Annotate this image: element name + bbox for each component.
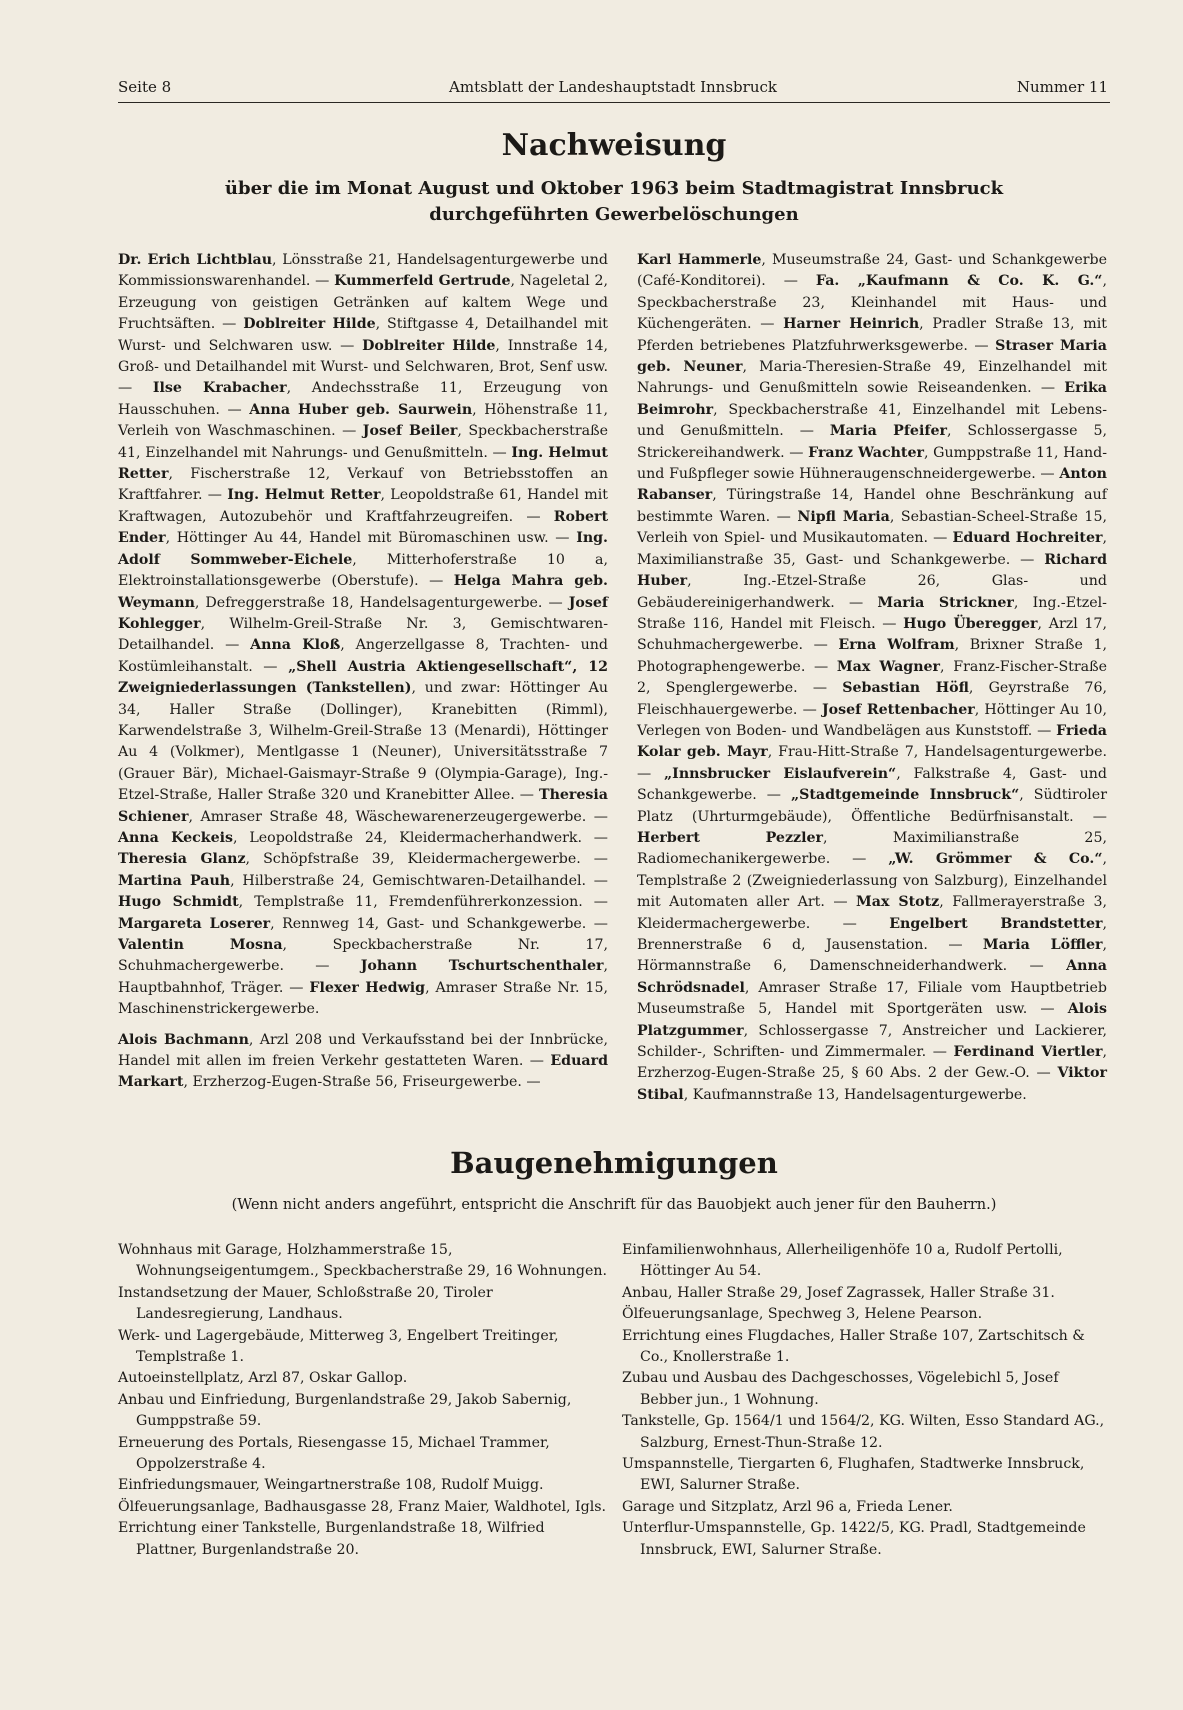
entry-text: , Gumppstraße 11, Hand- und Fußpfleger sowie Hühneraugenschneidergewerbe. —	[637, 444, 1107, 483]
entry-name: Helga Mahra geb. Weymann	[118, 573, 609, 611]
entry-name: Max Stotz	[856, 894, 940, 911]
entry-name: Valentin Mosna	[118, 937, 283, 953]
permit-entry: Wohnhaus mit Garage, Holzhammerstraße 15, Wohnungseigentumgem., Speckbacherstraße 29, 16 Wohnungen.	[118, 1242, 607, 1280]
entry-text: , und zwar: Höttinger Au 34, Haller Straße (Dollinger), Kranebitten (Rimml), Karwendelstraße 3, Wilhelm-Greil-Straße 13 (Menardi), Höttinger Au 4 (Volkmer), Mentlgasse 1 (Neuner), Universitätsstraße 7 (Grauer Bär), Michael-Gaismayr-Straße 9 (Olympia-Garage), Ing.-Etzel-Straße, Haller Straße 320 und Kranebitter Allee. —	[118, 680, 608, 804]
entry-name: Hugo Schmidt	[118, 894, 239, 911]
entry-text: , Falkstraße 4, Gast- und Schankgewerbe. —	[637, 765, 1107, 804]
entry-text: , Fischerstraße 12, Verkauf von Betriebsstoffen an Kraftfahrer. —	[118, 466, 608, 504]
entry-text: , Templstraße 11, Fremdenführerkonzession. —	[238, 894, 608, 911]
permit-entry: Unterflur-Umspannstelle, Gp. 1422/5, KG. Pradl, Stadtgemeinde Innsbruck, EWI, Salurner Straße.	[622, 1520, 1086, 1558]
entry-text: , Defreggerstraße 18, Handelsagenturgewerbe. —	[194, 594, 569, 611]
entry-name: Straser Maria geb. Neuner	[637, 337, 1107, 376]
entry-text: , Höhenstraße 11, Verleih von Waschmaschinen. —	[118, 401, 608, 440]
entry-text: , Sebastian-Scheel-Straße 15, Verleih von Spiel- und Musikautomaten. —	[637, 508, 1107, 547]
article-column-left	[118, 250, 608, 1094]
entry-text: , Andechsstraße 11, Erzeugung von Hausschuhen. —	[118, 380, 608, 418]
issue-number: Nummer 11	[1016, 78, 1108, 96]
entry-text: , Amraser Straße Nr. 15, Maschinenstrickergewerbe.	[118, 979, 608, 1018]
entry-name: Josef Beiler	[362, 423, 458, 440]
entry-name: Maria Pfeifer	[829, 423, 947, 440]
entry-text: , Arzl 208 und Verkaufsstand bei der Innbrücke, Handel mit allen im freien Verkehr gestatteten Waren. —	[118, 1031, 608, 1070]
entry-text: , Stiftgasse 4, Detailhandel mit Wurst- und Selchwaren usw. —	[118, 316, 608, 354]
entry-text: , Geyrstraße 76, Fleischhauergewerbe. —	[637, 680, 1107, 718]
entry-text: , Hauptbahnhof, Träger. —	[118, 958, 608, 996]
permit-entry: Instandsetzung der Mauer, Schloßstraße 20, Tiroler Landesregierung, Landhaus.	[118, 1284, 493, 1323]
entry-text: , Ing.-Etzel-Straße 116, Handel mit Fleisch. —	[637, 594, 1107, 632]
entry-text: , Mitterhoferstraße 10 a, Elektroinstallationsgewerbe (Oberstufe). —	[118, 551, 608, 590]
permit-entry: Werk- und Lagergebäude, Mitterweg 3, Engelbert Treitinger, Templstraße 1.	[118, 1327, 559, 1366]
section-subtitle-nachweisung	[118, 176, 1110, 228]
permit-entry: Ölfeuerungsanlage, Badhausgasse 28, Franz Maier, Waldhotel, Igls.	[118, 1498, 607, 1515]
entry-text: , Nageletal 2, Erzeugung von geistigen Getränken auf kaltem Wege und Fruchtsäften. —	[118, 273, 608, 333]
entry-text: , Maria-Theresien-Straße 49, Einzelhandel mit Nahrungs- und Genußmitteln sowie Reiseandenken. —	[637, 359, 1107, 397]
entry-text: , Speckbacherstraße 41, Einzelhandel mit Nahrungs- und Genußmitteln. —	[118, 423, 608, 461]
entry-name: Margareta Loserer	[118, 915, 271, 932]
entry-name: Anna Huber geb. Saurwein	[249, 401, 473, 418]
entry-name: Theresia Schiener	[118, 787, 608, 825]
publication-title: Amtsblatt der Landeshauptstadt Innsbruck	[449, 78, 777, 96]
entry-text: , Schlossergasse 5, Strickereihandwerk. —	[637, 423, 1108, 461]
entry-text: , Höttinger Au 10, Verlegen von Boden- und Wandbelägen aus Kunststoff. —	[637, 701, 1107, 739]
entry-name: Nipfl Maria	[797, 508, 890, 525]
entry-text: , Fallmerayerstraße 3, Kleidermachergewerbe. —	[637, 894, 1108, 932]
section-title-nachweisung: Nachweisung	[501, 128, 727, 163]
entry-name: Anton Rabanser	[637, 466, 1107, 504]
entry-name: Anna Kloß	[250, 637, 341, 654]
entry-text: , Maximilianstraße 25, Radiomechanikergewerbe. —	[637, 829, 1107, 868]
permit-list-left	[118, 1240, 608, 1561]
entry-name: Viktor Stibal	[637, 1065, 1107, 1103]
entry-name: Josef Kohlegger	[118, 594, 608, 632]
entry-name: Eduard Markart	[118, 1053, 608, 1091]
entry-name: Harner Heinrich	[783, 316, 920, 333]
entry-name: Ing. Helmut Retter	[227, 487, 381, 504]
entry-name: Robert Ender	[118, 508, 608, 547]
entry-text: , Ing.-Etzel-Straße 26, Glas- und Gebäudereinigerhandwerk. —	[637, 573, 1107, 611]
entry-name: Eduard Hochreiter	[952, 530, 1103, 547]
permit-entry: Erneuerung des Portals, Riesengasse 15, Michael Trammer, Oppolzerstraße 4.	[118, 1434, 550, 1473]
entry-text: , Erzherzog-Eugen-Straße 25, § 60 Abs. 2 der Gew.-O. —	[637, 1044, 1107, 1082]
permit-list-right	[622, 1240, 1108, 1561]
entry-name: Ferdinand Viertler	[953, 1044, 1103, 1061]
entry-name: Kummerfeld Gertrude	[334, 273, 511, 290]
permit-entry: Ölfeuerungsanlage, Spechweg 3, Helene Pearson.	[622, 1306, 983, 1323]
permit-entry: Errichtung einer Tankstelle, Burgenlandstraße 18, Wilfried Plattner, Burgenlandstraße 20.	[118, 1520, 545, 1558]
entry-text: , Amraser Straße 48, Wäschewarenerzeugergewerbe. —	[188, 808, 608, 825]
subtitle-line-2: durchgeführten Gewerbelöschungen	[429, 204, 799, 225]
page-number: Seite 8	[118, 78, 172, 96]
entry-name: Max Wagner	[836, 658, 941, 675]
entry-name: Alois Bachmann	[118, 1031, 249, 1048]
entry-text: , Kaufmannstraße 13, Handelsagenturgewerbe.	[683, 1086, 1027, 1103]
entry-text: , Arzl 17, Schuhmachergewerbe. —	[637, 615, 1107, 654]
entry-name: „Stadtgemeinde Innsbruck“	[790, 787, 1020, 804]
permit-entry: Zubau und Ausbau des Dachgeschosses, Vögelebichl 5, Josef Bebber jun., 1 Wohnung.	[622, 1370, 1059, 1408]
permit-entry: Anbau, Haller Straße 29, Josef Zagrassek, Haller Straße 31.	[622, 1284, 1055, 1301]
entry-text: , Erzherzog-Eugen-Straße 56, Friseurgewerbe. —	[183, 1074, 541, 1091]
entry-text: , Schlossergasse 7, Anstreicher und Lackierer, Schilder-, Schriften- und Zimmermaler. —	[637, 1022, 1107, 1061]
entry-name: Franz Wachter	[808, 444, 924, 461]
entry-name: Martina Pauh	[118, 872, 231, 889]
permit-entry: Einfamilienwohnhaus, Allerheiligenhöfe 10 a, Rudolf Pertolli, Höttinger Au 54.	[622, 1242, 1063, 1280]
entry-text: , Angerzellgasse 8, Trachten- und Kostümleihanstalt. —	[118, 637, 608, 675]
entry-text: , Leopoldstraße 24, Kleidermacherhandwerk. —	[233, 829, 608, 846]
entry-name: Maria Strickner	[877, 594, 1014, 611]
entry-text: , Amraser Straße 17, Filiale vom Hauptbetrieb Museumstraße 5, Handel mit Sportgeräten usw. —	[637, 979, 1107, 1018]
entry-text: , Templstraße 2 (Zweigniederlassung von Salzburg), Einzelhandel mit Automaten aller Art. —	[637, 851, 1108, 911]
entry-text: , Wilhelm-Greil-Straße Nr. 3, Gemischtwaren-Detailhandel. —	[118, 615, 608, 654]
article-paragraph-continued	[637, 250, 1107, 1106]
entry-name: Flexer Hedwig	[309, 979, 426, 996]
entry-name: Ing. Helmut Retter	[118, 444, 608, 483]
article-paragraph	[118, 250, 608, 1021]
entry-name: Karl Hammerle	[637, 252, 762, 268]
entry-name: Maria Löffler	[982, 937, 1103, 953]
entry-name: Anna Keckeis	[118, 829, 233, 846]
entry-text: , Höttinger Au 44, Handel mit Büromaschinen usw. —	[165, 530, 577, 547]
permit-entry: Tankstelle, Gp. 1564/1 und 1564/2, KG. Wilten, Esso Standard AG., Salzburg, Ernest-Thun-Straße 12.	[622, 1413, 1105, 1451]
entry-name: Fa. „Kaufmann & Co. K. G.“	[815, 273, 1103, 290]
entry-text: , Pradler Straße 13, mit Pferden betriebenes Platzfuhrwerksgewerbe. —	[637, 316, 1107, 354]
entry-text: , Schöpfstraße 39, Kleidermachergewerbe. —	[245, 851, 608, 868]
entry-name: Frieda Kolar geb. Mayr	[637, 722, 1107, 761]
permit-entry: Umspannstelle, Tiergarten 6, Flughafen, Stadtwerke Innsbruck, EWI, Salurner Straße.	[622, 1456, 1085, 1494]
entry-name: „W. Grömmer & Co.“	[888, 851, 1103, 868]
entry-text: , Frau-Hitt-Straße 7, Handelsagenturgewerbe. —	[637, 744, 1108, 782]
entry-name: Doblreiter Hilde	[362, 337, 496, 354]
article-paragraph	[118, 1030, 608, 1094]
permit-entry: Errichtung eines Flugdaches, Haller Straße 107, Zartschitsch & Co., Knollerstraße 1.	[622, 1327, 1085, 1366]
entry-name: Richard Huber	[637, 551, 1107, 590]
entry-name: Erika Beimrohr	[637, 380, 1107, 418]
entry-text: , Türingstraße 14, Handel ohne Beschränkung auf bestimmte Waren. —	[637, 487, 1107, 525]
entry-name: Engelbert Brandstetter	[889, 915, 1103, 932]
subtitle-line-1: über die im Monat August und Oktober 1963 beim Stadtmagistrat Innsbruck	[224, 178, 1004, 199]
entry-text: , Speckbacherstraße 41, Einzelhandel mit Lebens- und Genußmitteln. —	[637, 401, 1107, 440]
entry-text: , Speckbacherstraße 23, Kleinhandel mit Haus- und Küchengeräten. —	[637, 273, 1107, 333]
section-title-baugenehmigungen: Baugenehmigungen	[450, 1146, 778, 1180]
entry-name: Theresia Glanz	[118, 851, 246, 868]
entry-name: Anna Schrödsnadel	[637, 958, 1107, 996]
entry-text: , Museumstraße 24, Gast- und Schankgewerbe (Café-Konditorei). —	[637, 252, 1107, 290]
entry-name: Herbert Pezzler	[637, 829, 823, 846]
article-column-right	[637, 250, 1107, 1106]
entry-text: , Maximilianstraße 35, Gast- und Schankgewerbe. —	[637, 530, 1107, 568]
entry-text: , Brennerstraße 6 d, Jausenstation. —	[637, 915, 1107, 953]
permit-entry: Einfriedungsmauer, Weingartnerstraße 108, Rudolf Muigg.	[118, 1477, 544, 1494]
entry-text: , Südtiroler Platz (Uhrturmgebäude), Öffentliche Bedürfnisanstalt. —	[637, 787, 1107, 825]
header-rule	[118, 102, 1110, 103]
entry-name: Ilse Krabacher	[152, 380, 287, 397]
entry-text: , Hörmannstraße 6, Damenschneiderhandwerk. —	[637, 937, 1107, 975]
entry-text: , Franz-Fischer-Straße 2, Spenglergewerbe. —	[637, 658, 1107, 697]
entry-name: Ing. Adolf Sommweber-Eichele	[118, 530, 608, 568]
entry-name: Dr. Erich Lichtblau	[118, 252, 273, 268]
entry-text: , Innstraße 14, Groß- und Detailhandel mit Wurst- und Selchwaren, Brot, Senf usw. —	[118, 337, 608, 397]
entry-name: „Innsbrucker Eislaufverein“	[664, 765, 897, 782]
entry-name: Josef Rettenbacher	[821, 701, 975, 718]
entry-text: , Speckbacherstraße Nr. 17, Schuhmachergewerbe. —	[118, 937, 608, 975]
entry-text: , Brixner Straße 1, Photographengewerbe. —	[637, 637, 1107, 675]
entry-name: „Shell Austria Aktiengesellschaft“, 12 Zweigniederlassungen (Tankstellen)	[118, 658, 609, 697]
entry-name: Erna Wolfram	[838, 637, 955, 654]
entry-text: , Leopoldstraße 61, Handel mit Kraftwagen, Autozubehör und Kraftfahrzeugreifen. —	[118, 487, 608, 525]
entry-text: , Lönsstraße 21, Handelsagenturgewerbe und Kommissionswarenhandel. —	[118, 252, 608, 290]
entry-name: Hugo Überegger	[903, 615, 1038, 632]
entry-name: Doblreiter Hilde	[243, 316, 376, 333]
entry-name: Alois Platzgummer	[637, 1001, 1107, 1039]
entry-text: , Hilberstraße 24, Gemischtwaren-Detailhandel. —	[230, 872, 608, 889]
entry-name: Johann Tschurtschenthaler	[360, 958, 604, 975]
entry-name: Sebastian Höfl	[842, 680, 969, 697]
permit-entry: Garage und Sitzplatz, Arzl 96 a, Frieda Lener.	[622, 1498, 953, 1515]
section-subtitle-baugenehmigungen: (Wenn nicht anders angeführt, entspricht die Anschrift für das Bauobjekt auch jener für den Bauherrn.)	[231, 1197, 997, 1213]
entry-text: , Rennweg 14, Gast- und Schankgewerbe. —	[270, 915, 608, 932]
permit-entry: Anbau und Einfriedung, Burgenlandstraße 29, Jakob Sabernig, Gumppstraße 59.	[118, 1391, 572, 1430]
permit-entry: Autoeinstellplatz, Arzl 87, Oskar Gallop.	[118, 1370, 408, 1387]
